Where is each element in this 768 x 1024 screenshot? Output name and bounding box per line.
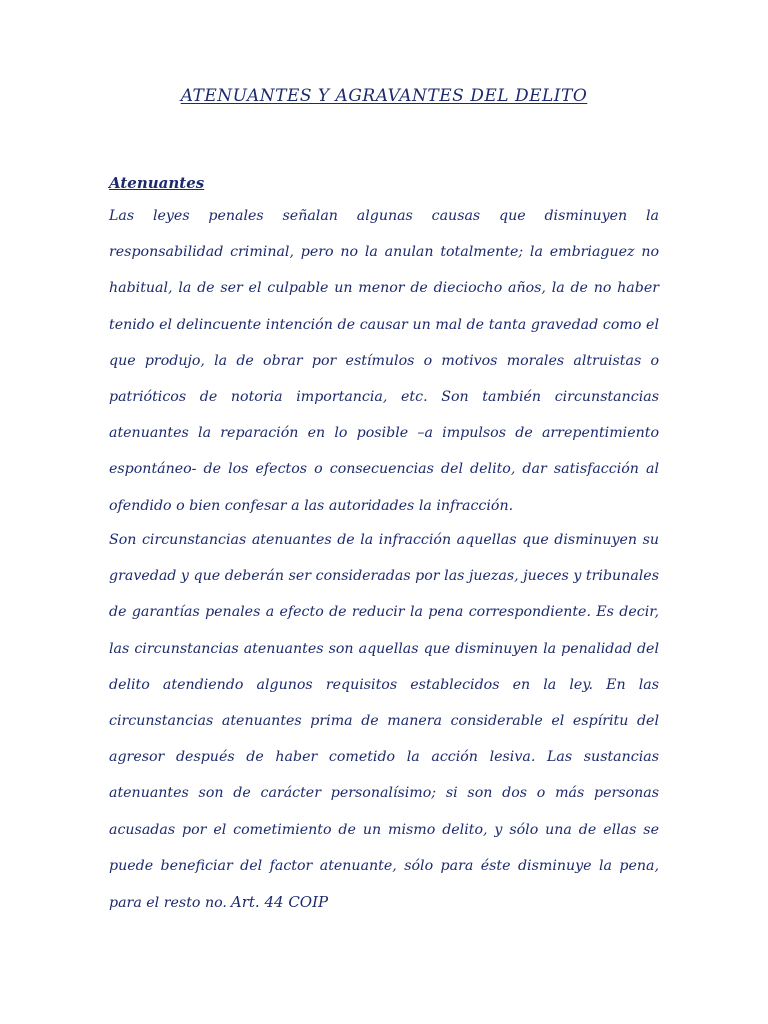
paragraph-2 bbox=[109, 522, 659, 921]
paragraph-1: Las leyes penales señalan algunas causas que disminuyen la responsabilidad criminal, pero no la anulan totalmente; la embriaguez no habitual, la de ser el culpable un menor de dieciocho años, la de no haber tenido el delincuente intención de causar un mal de tanta gravedad como el que produjo, la de obrar por estímulos o motivos morales altruistas o patrióticos de notoria importancia, etc. Son también circunstancias atenuantes la reparación en lo posible –a impulsos de arrepentimiento espontáneo- de los efectos o consecuencias del delito, dar satisfacción al ofendido o bien confesar a las autoridades la infracción. bbox=[109, 208, 659, 514]
paragraph-2-text: Son circunstancias atenuantes de la infracción aquellas que disminuyen su gravedad y que deberán ser consideradas por las juezas, jueces y tribunales de garantías penales a efecto de reducir la pena correspondiente. Es decir, las circunstancias atenuantes son aquellas que disminuyen la penalidad del delito atendiendo algunos requisitos establecidos en la ley. En las circunstancias atenuantes prima de manera considerable el espíritu del agresor después de haber cometido la acción lesiva. Las sustancias atenuantes son de carácter personalísimo; si son dos o más personas acusadas por el cometimiento de un mismo delito, y sólo una de ellas se puede beneficiar del factor atenuante, sólo para éste disminuye la pena, para el resto no. bbox=[109, 532, 659, 912]
section-heading-atenuantes: Atenuantes bbox=[109, 174, 205, 192]
legal-reference: Art. 44 COIP bbox=[230, 893, 329, 912]
document-title: ATENUANTES Y AGRAVANTES DEL DELITO bbox=[180, 86, 588, 106]
